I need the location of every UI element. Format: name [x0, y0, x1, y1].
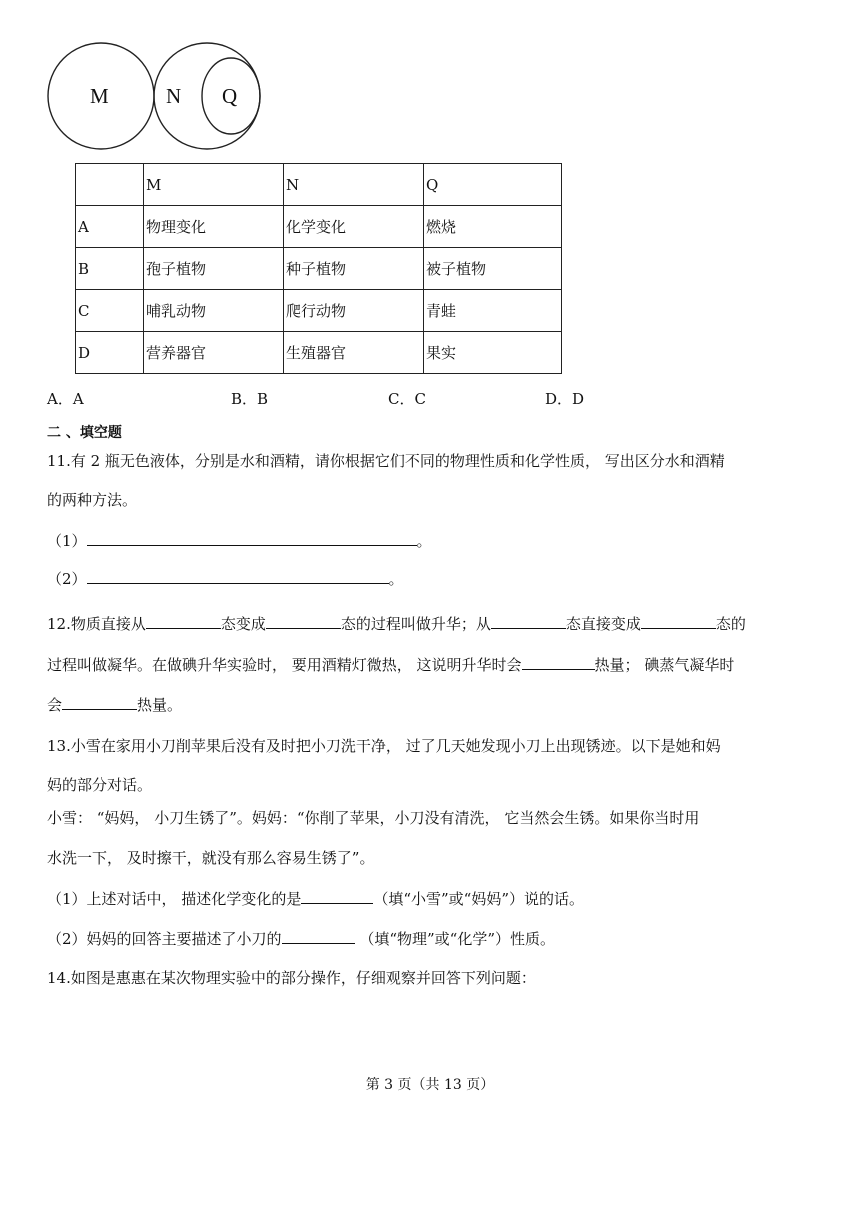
table-row	[76, 206, 562, 248]
q12-text: 态变成	[220, 615, 266, 633]
q11-line2: 的两种方法。	[47, 491, 138, 509]
q12-text: 会	[47, 696, 63, 714]
table-cell: C	[76, 290, 144, 332]
q13-sub1	[47, 888, 584, 909]
table-header-row	[76, 164, 562, 206]
table-cell: 物理变化	[144, 206, 284, 248]
q12-text: 热量； 碘蒸气凝华时	[594, 656, 735, 674]
table-row	[76, 248, 562, 290]
page-footer: 第 3 页（共 13 页）	[365, 1077, 495, 1093]
table-cell: A	[76, 206, 144, 248]
q12-line2	[47, 654, 734, 675]
table-cell: 被子植物	[424, 248, 562, 290]
q12-text: 态直接变成	[565, 615, 641, 633]
choice-c: C．C	[388, 390, 426, 408]
q12-text: 热量。	[137, 696, 183, 714]
q12-text: 12.物质直接从	[47, 615, 146, 633]
table-cell: Q	[424, 164, 562, 206]
q11-line1: 11.有 2 瓶无色液体，分别是水和酒精，请你根据它们不同的物理性质和化学性质， 写出区分水和酒精	[47, 452, 725, 470]
answer-blank[interactable]	[87, 530, 417, 546]
table-cell	[76, 164, 144, 206]
table-cell: 孢子植物	[144, 248, 284, 290]
table-cell: 营养器官	[144, 332, 284, 374]
label-n: N	[166, 84, 182, 108]
answer-blank[interactable]	[282, 928, 355, 944]
options-table	[75, 163, 562, 374]
table-cell: 青蛙	[424, 290, 562, 332]
venn-diagram	[45, 40, 265, 152]
q11-sub1-end: 。	[416, 532, 432, 550]
table-cell: 果实	[424, 332, 562, 374]
q14-line1: 14.如图是惠惠在某次物理实验中的部分操作，仔细观察并回答下列问题：	[47, 969, 536, 987]
choice-a: A．A	[47, 390, 84, 408]
table-cell: 燃烧	[424, 206, 562, 248]
answer-blank[interactable]	[522, 654, 595, 670]
q13-line1: 13.小雪在家用小刀削苹果后没有及时把小刀洗干净， 过了几天她发现小刀上出现锈迹。以下是她和妈	[47, 737, 721, 755]
choice-d: D．D	[545, 390, 585, 408]
table-cell: 化学变化	[284, 206, 424, 248]
q13-line2: 妈的部分对话。	[47, 776, 153, 794]
q13-line3: 小雪： “妈妈， 小刀生锈了”。妈妈：“你削了苹果，小刀没有清洗， 它当然会生锈。如果你当时用	[47, 809, 700, 827]
table-row	[76, 290, 562, 332]
label-q: Q	[222, 84, 238, 108]
q13-line4: 水洗一下， 及时擦干，就没有那么容易生锈了”。	[47, 849, 375, 867]
q13-text: （1）上述对话中， 描述化学变化的是	[47, 890, 302, 908]
table-cell: D	[76, 332, 144, 374]
q11-sub1-label: （1）	[47, 532, 87, 550]
q13-sub2	[47, 928, 555, 949]
q13-text: （2）妈妈的回答主要描述了小刀的	[47, 930, 282, 948]
choice-b: B．B	[231, 390, 269, 408]
q13-text: （填“小雪”或“妈妈”）说的话。	[373, 890, 585, 908]
answer-blank[interactable]	[87, 568, 389, 584]
table-cell: B	[76, 248, 144, 290]
answer-blank[interactable]	[146, 613, 221, 629]
q12-line1	[47, 613, 746, 634]
table-row	[76, 332, 562, 374]
q11-sub2	[47, 568, 404, 589]
table-cell: N	[284, 164, 424, 206]
q12-line3	[47, 694, 182, 715]
answer-blank[interactable]	[641, 613, 716, 629]
answer-blank[interactable]	[266, 613, 341, 629]
label-m: M	[90, 84, 109, 108]
q13-text: （填“物理”或“化学”）性质。	[354, 930, 555, 948]
table-cell: M	[144, 164, 284, 206]
q12-text: 态的过程叫做升华；从	[340, 615, 491, 633]
answer-blank[interactable]	[62, 694, 137, 710]
q11-sub1	[47, 530, 432, 551]
q12-text: 过程叫做凝华。在做碘升华实验时， 要用酒精灯微热， 这说明升华时会	[47, 656, 522, 674]
answer-blank[interactable]	[301, 888, 373, 904]
table-cell: 生殖器官	[284, 332, 424, 374]
section-title: 二 、填空题	[47, 425, 122, 441]
table-cell: 哺乳动物	[144, 290, 284, 332]
table-cell: 爬行动物	[284, 290, 424, 332]
q11-sub2-label: （2）	[47, 570, 87, 588]
answer-blank[interactable]	[491, 613, 566, 629]
q12-text: 态的	[715, 615, 746, 633]
table-cell: 种子植物	[284, 248, 424, 290]
q11-sub2-end: 。	[388, 570, 404, 588]
